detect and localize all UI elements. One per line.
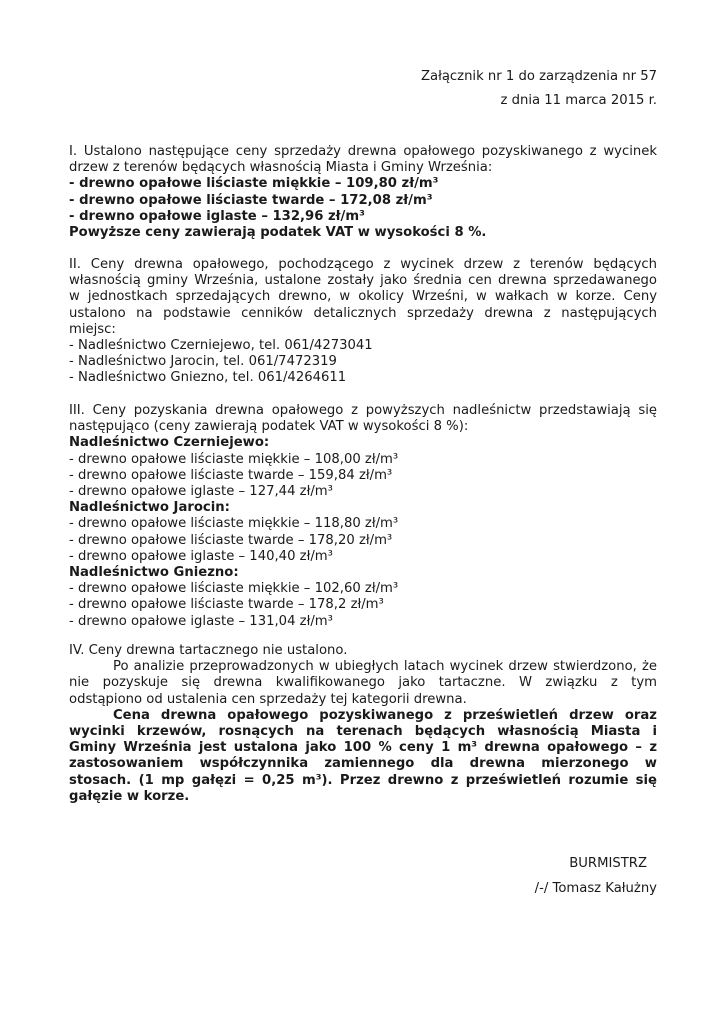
vat-note: Powyższe ceny zawierają podatek VAT w wysokości 8 %. xyxy=(69,225,487,241)
price-item: - drewno opałowe liściaste miękkie – 109,80 zł/m³ xyxy=(69,176,439,192)
signature-title: BURMISTRZ xyxy=(569,856,647,871)
attachment-header: Załącznik nr 1 do zarządzenia nr 57 xyxy=(420,69,657,84)
section-4-para2-line: Gminy Września jest ustalona jako 100 % ceny 1 m³ drewna opałowego – z xyxy=(69,740,657,756)
section-3-intro: III. Ceny pozyskania drewna opałowego z powyższych nadleśnictw przedstawiają się xyxy=(69,403,657,418)
forestry-price-item: - drewno opałowe liściaste twarde – 178,20 zł/m³ xyxy=(69,532,393,548)
forestry-price-item: - drewno opałowe liściaste miękkie – 118,80 zł/m³ xyxy=(69,516,399,532)
price-item: - drewno opałowe liściaste twarde – 172,08 zł/m³ xyxy=(69,192,433,208)
source-item: - Nadleśnictwo Jarocin, tel. 061/7472319 xyxy=(69,354,337,370)
section-1 xyxy=(69,144,657,241)
signature-name: /-/ Tomasz Kałużny xyxy=(534,881,657,896)
forestry-name: Nadleśnictwo Jarocin: xyxy=(69,500,230,516)
attachment-date: z dnia 11 marca 2015 r. xyxy=(500,93,657,108)
forestry-name: Nadleśnictwo Czerniejewo: xyxy=(69,435,270,451)
section-4-para1-line: odstąpiono od ustalenia cen sprzedaży tej kategorii drewna. xyxy=(69,691,467,707)
section-4-para2-line: wycinki krzewów, rosnących na terenach będących własnością Miasta i xyxy=(69,724,657,740)
section-4-title: IV. Ceny drewna tartacznego nie ustalono. xyxy=(69,643,348,658)
section-2-line: własnością gminy Września, ustalone zostały jako średnia cen drewna sprzedawanego xyxy=(69,273,657,289)
section-4-para2-line: gałęzie w korze. xyxy=(69,788,190,804)
source-item: - Nadleśnictwo Czerniejewo, tel. 061/4273041 xyxy=(69,338,373,354)
forestry-name: Nadleśnictwo Gniezno: xyxy=(69,565,239,581)
section-4-para2-line: zastosowaniem współczynnika zamiennego dla drewna mierzonego w xyxy=(69,756,657,772)
forestry-price-item: - drewno opałowe liściaste twarde – 159,84 zł/m³ xyxy=(69,467,393,483)
section-1-intro: I. Ustalono następujące ceny sprzedaży drewna opałowego pozyskiwanego z wycinek xyxy=(69,144,657,159)
forestry-price-item: - drewno opałowe iglaste – 131,04 zł/m³ xyxy=(69,613,333,629)
section-2-line: miejsc: xyxy=(69,321,116,337)
section-3 xyxy=(69,403,657,630)
section-2 xyxy=(69,257,657,387)
section-2-line: w jednostkach sprzedających drewno, w okolicy Wrześni, w wałkach w korze. Ceny xyxy=(69,289,657,305)
section-2-line: ustalono na podstawie cenników detalicznych sprzedaży drewna z następujących xyxy=(69,305,657,321)
section-4 xyxy=(69,643,657,805)
forestry-price-item: - drewno opałowe iglaste – 127,44 zł/m³ xyxy=(69,484,333,500)
section-4-para1-line: nie pozyskuje się drewna kwalifikowanego jako tartaczne. W związku z tym xyxy=(69,675,657,691)
section-1-intro-cont: drzew z terenów będących własnością Miasta i Gminy Września: xyxy=(69,160,493,176)
section-4-para2-line: stosach. (1 mp gałęzi = 0,25 m³). Przez drewno z prześwietleń rozumie się xyxy=(69,772,657,788)
section-2-line: II. Ceny drewna opałowego, pochodzącego z wycinek drzew z terenów będących xyxy=(69,257,657,272)
section-4-para2-line: Cena drewna opałowego pozyskiwanego z prześwietleń drzew oraz xyxy=(113,707,657,723)
section-4-para1-line: Po analizie przeprowadzonych w ubiegłych latach wycinek drzew stwierdzono, że xyxy=(113,659,657,675)
section-3-intro-cont: następująco (ceny zawierają podatek VAT w wysokości 8 %): xyxy=(69,419,469,435)
forestry-price-item: - drewno opałowe iglaste – 140,40 zł/m³ xyxy=(69,548,333,564)
forestry-price-item: - drewno opałowe liściaste twarde – 178,2 zł/m³ xyxy=(69,597,384,613)
forestry-price-item: - drewno opałowe liściaste miękkie – 102,60 zł/m³ xyxy=(69,581,399,597)
source-item: - Nadleśnictwo Gniezno, tel. 061/4264611 xyxy=(69,370,347,386)
price-item: - drewno opałowe iglaste – 132,96 zł/m³ xyxy=(69,208,365,224)
forestry-price-item: - drewno opałowe liściaste miękkie – 108,00 zł/m³ xyxy=(69,451,399,467)
